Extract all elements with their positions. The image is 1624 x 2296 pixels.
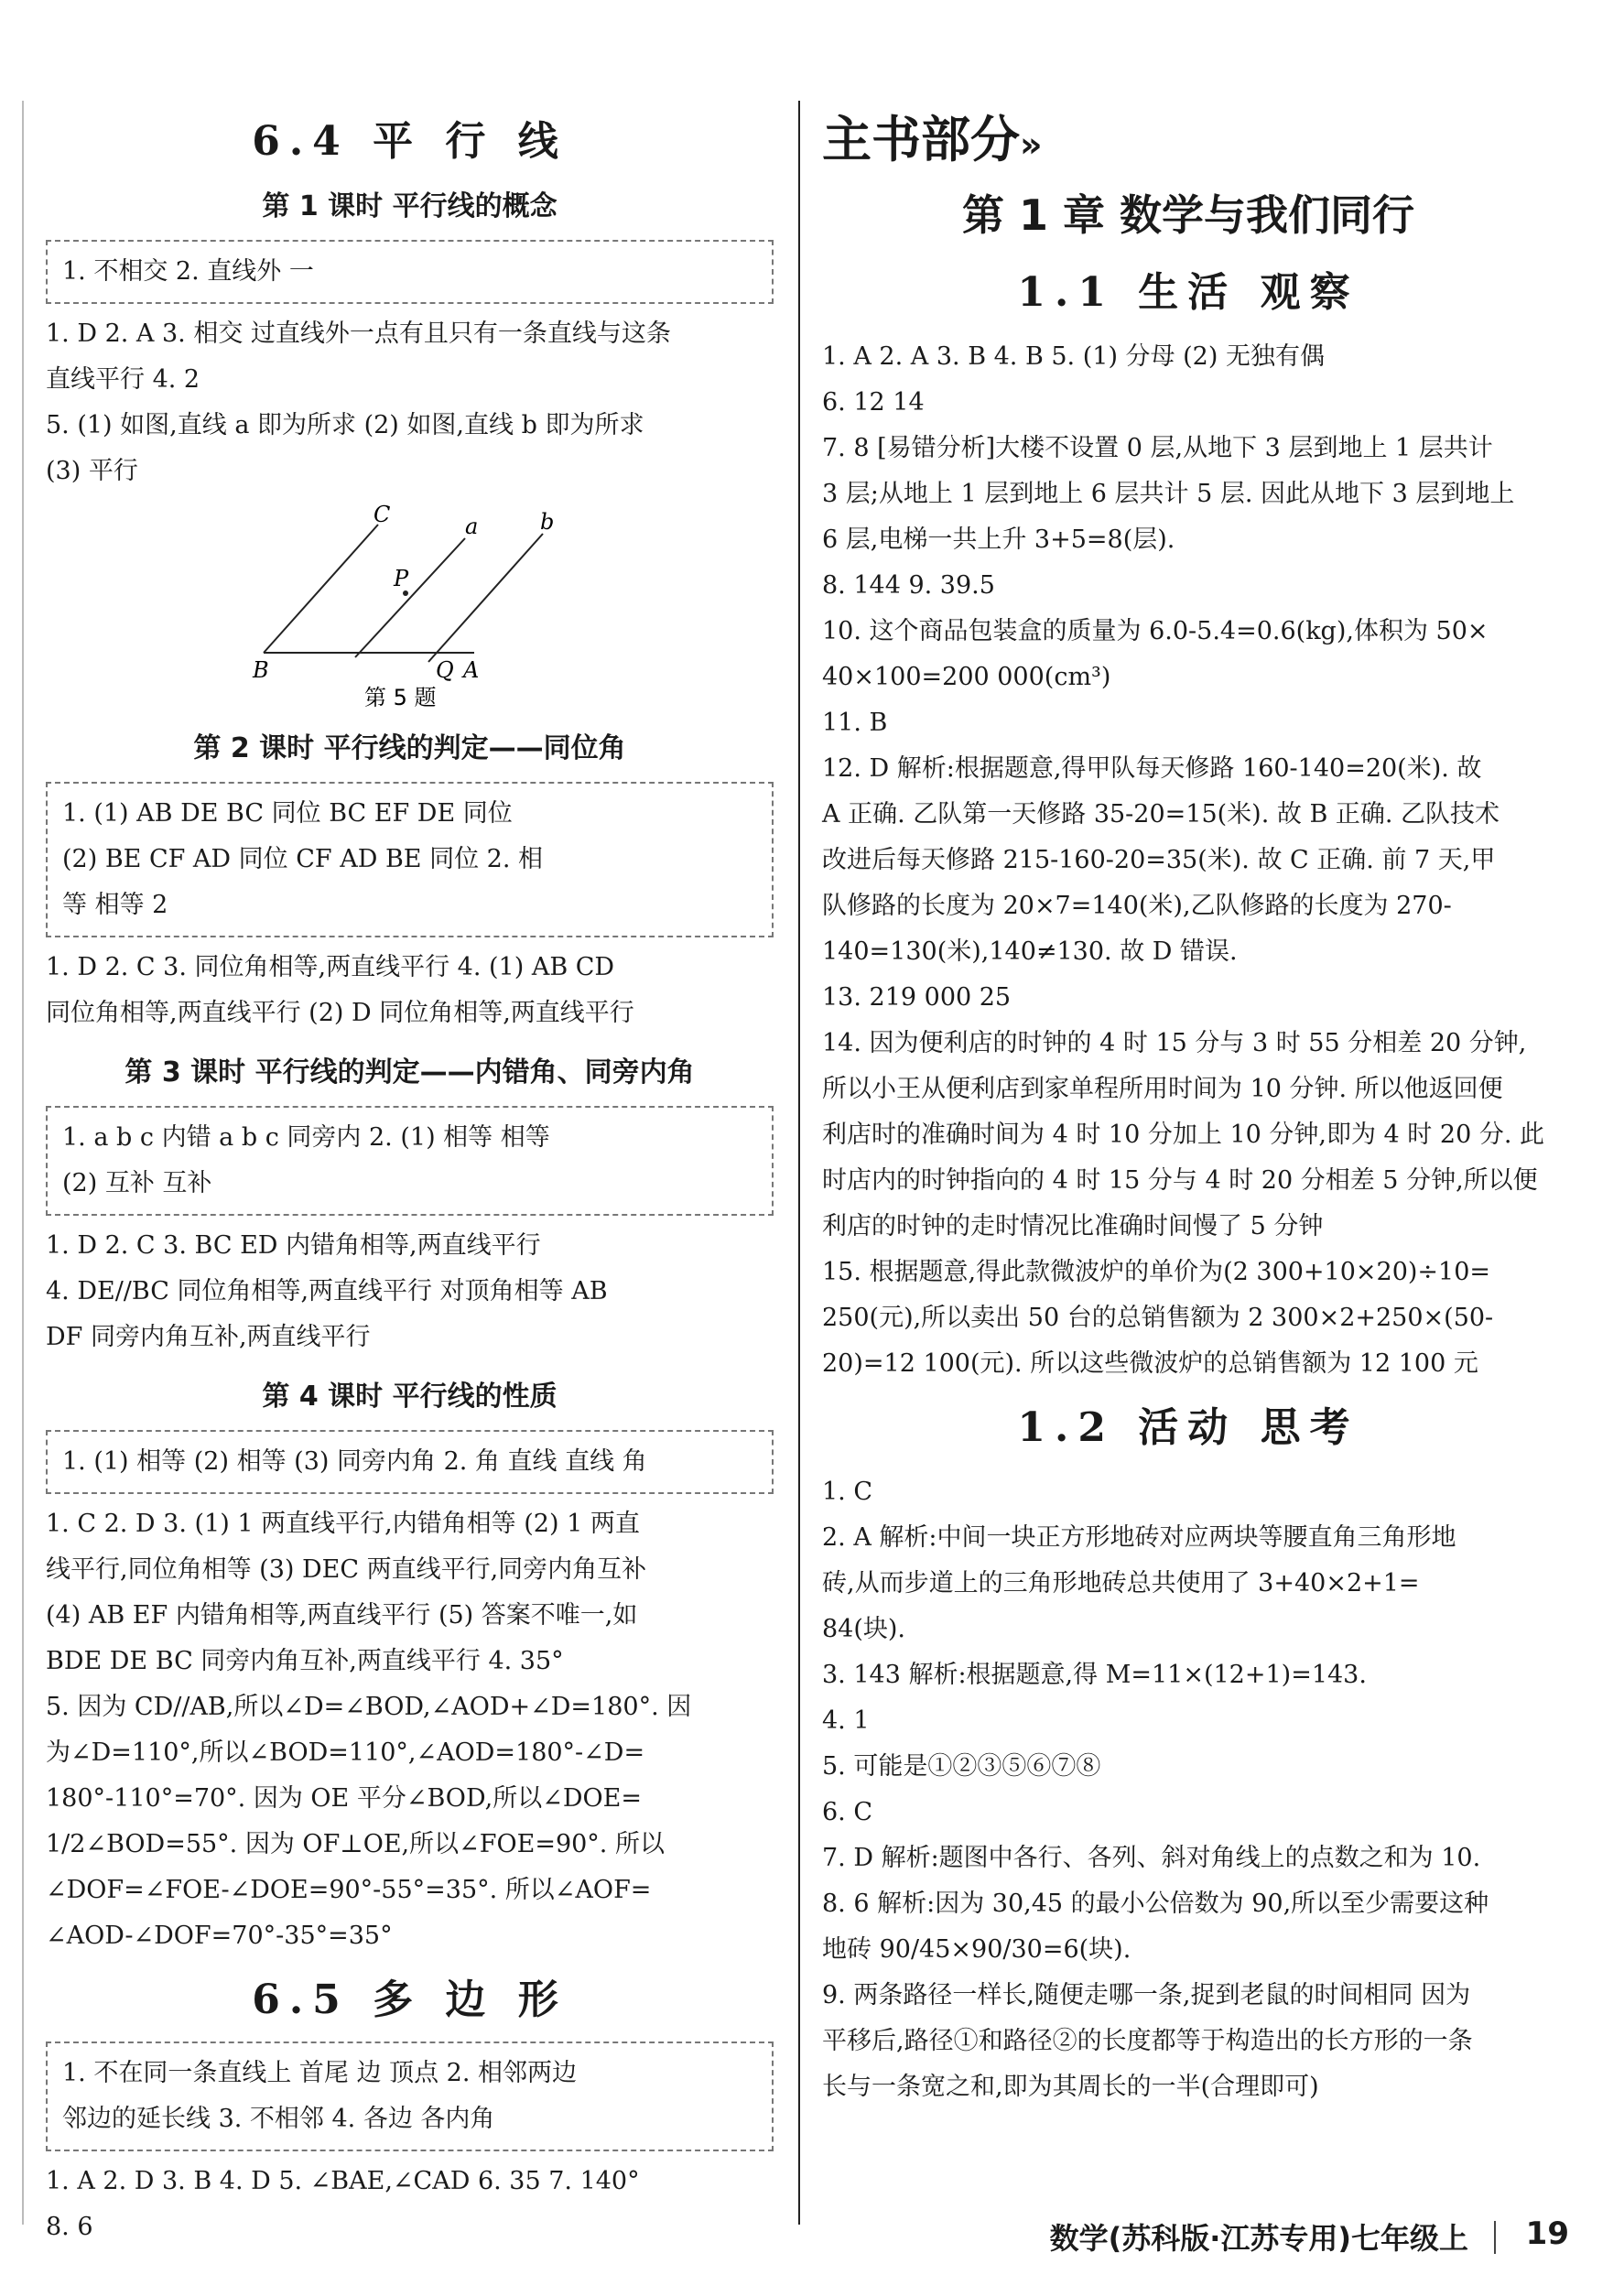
- main-part-title: [822, 101, 1554, 171]
- answer-line: 1. C: [822, 1478, 873, 1506]
- left-column: [46, 101, 774, 2250]
- answer-line: 12. D 解析:根据题意,得甲队每天修路 160-140=20(米). 故: [822, 754, 1482, 783]
- label-B: B: [252, 657, 269, 683]
- label-P: P: [393, 566, 408, 591]
- left-margin-rule: [22, 101, 24, 2225]
- line-b: [428, 534, 543, 662]
- answer-line: 3. 143 解析:根据题意,得 M=11×(12+1)=143.: [822, 1661, 1367, 1689]
- box-line: 1. a b c 内错 a b c 同旁内 2. (1) 相等 相等: [62, 1123, 550, 1152]
- answer-line: 6. C: [822, 1798, 873, 1826]
- footer-book-title: 数学(苏科版·江苏专用)七年级上: [1049, 2221, 1468, 2256]
- chapter-title: 第 1 章 数学与我们同行: [961, 190, 1415, 240]
- answer-line: 4. DE//BC 同位角相等,两直线平行 对顶角相等 AB: [46, 1277, 608, 1305]
- lesson-4-box: [46, 1430, 774, 1494]
- answer-line: 84(块).: [822, 1615, 906, 1643]
- lesson-3-box: [46, 1106, 774, 1216]
- main-part-label: 主书部分: [822, 111, 1020, 168]
- answer-line: 5. 因为 CD//AB,所以∠D=∠BOD,∠AOD+∠D=180°. 因: [46, 1693, 692, 1721]
- section-title-6-4: 6.4 平 行 线: [252, 118, 568, 165]
- page-number: 19: [1525, 2215, 1569, 2252]
- double-chevron-icon: »: [1020, 125, 1043, 165]
- answer-line: 砖,从而步道上的三角形地砖总共使用了 3+40×2+1=: [822, 1569, 1420, 1597]
- section-title-1-2: 1.2 活动 思考: [1017, 1404, 1359, 1451]
- box-line: 邻边的延长线 3. 不相邻 4. 各边 各内角: [62, 2105, 495, 2133]
- answer-line: 15. 根据题意,得此款微波炉的单价为(2 300+10×20)÷10=: [822, 1258, 1491, 1286]
- answer-line: (4) AB EF 内错角相等,两直线平行 (5) 答案不唯一,如: [46, 1601, 638, 1630]
- answer-line: DF 同旁内角互补,两直线平行: [46, 1323, 371, 1351]
- figure-caption: 第 5 题: [363, 685, 437, 710]
- lesson-1-title: 第 1 课时 平行线的概念: [262, 190, 558, 222]
- answer-line: 所以小王从便利店到家单程所用时间为 10 分钟. 所以他返回便: [822, 1075, 1503, 1103]
- answer-line: 1. C 2. D 3. (1) 1 两直线平行,内错角相等 (2) 1 两直: [46, 1510, 640, 1538]
- answer-line: 5. 可能是①②③⑤⑥⑦⑧: [822, 1752, 1101, 1781]
- label-C: C: [373, 502, 390, 527]
- box-line: 1. (1) 相等 (2) 相等 (3) 同旁内角 2. 角 直线 直线 角: [62, 1447, 647, 1476]
- answer-line: 14. 因为便利店的时钟的 4 时 15 分与 3 时 55 分相差 20 分钟,: [822, 1029, 1527, 1057]
- line-BC: [264, 525, 378, 653]
- answer-line: 队修路的长度为 20×7=140(米),乙队修路的长度为 270-: [822, 892, 1452, 920]
- answer-line: 1. A 2. D 3. B 4. D 5. ∠BAE,∠CAD 6. 35 7. 140°: [46, 2167, 640, 2195]
- answer-line: 2. A 解析:中间一块正方形地砖对应两块等腰直角三角形地: [822, 1523, 1456, 1552]
- answer-line: 1. D 2. C 3. BC ED 内错角相等,两直线平行: [46, 1231, 541, 1260]
- footer-separator: [1494, 2221, 1496, 2254]
- lesson-3-title: 第 3 课时 平行线的判定——内错角、同旁内角: [125, 1056, 695, 1088]
- answer-line: 1/2∠BOD=55°. 因为 OF⊥OE,所以∠FOE=90°. 所以: [46, 1830, 665, 1858]
- answer-line: 5. (1) 如图,直线 a 即为所求 (2) 如图,直线 b 即为所求: [46, 411, 644, 439]
- page-footer: [0, 2215, 1624, 2270]
- section-title-6-5: 6.5 多 边 形: [252, 1977, 568, 2023]
- answer-line: 平移后,路径①和路径②的长度都等于构造出的长方形的一条: [822, 2027, 1473, 2055]
- section-6-5-box: [46, 2041, 774, 2151]
- answer-line: 同位角相等,两直线平行 (2) D 同位角相等,两直线平行: [46, 999, 634, 1027]
- box-line: 1. (1) AB DE BC 同位 BC EF DE 同位: [62, 799, 513, 828]
- box-line: 等 相等 2: [62, 891, 168, 919]
- answer-line: 7. 8 [易错分析]大楼不设置 0 层,从地下 3 层到地上 1 层共计: [822, 434, 1493, 462]
- answer-line: 250(元),所以卖出 50 台的总销售额为 2 300×2+250×(50-: [822, 1304, 1494, 1332]
- lesson-2-box: [46, 782, 774, 937]
- answer-line: 利店时的准确时间为 4 时 10 分加上 10 分钟,即为 4 时 20 分. 此: [822, 1121, 1544, 1149]
- answer-line: 8. 144 9. 39.5: [822, 571, 995, 600]
- answer-line: 6 层,电梯一共上升 3+5=8(层).: [822, 525, 1175, 554]
- answer-line: 180°-110°=70°. 因为 OE 平分∠BOD,所以∠DOE=: [46, 1784, 642, 1813]
- answer-line: 1. A 2. A 3. B 4. B 5. (1) 分母 (2) 无独有偶: [822, 342, 1325, 371]
- answer-line: 长与一条宽之和,即为其周长的一半(合理即可): [822, 2073, 1319, 2101]
- column-divider: [798, 101, 800, 2225]
- answer-line: 8. 6: [46, 2213, 93, 2241]
- answer-line: 6. 12 14: [822, 388, 925, 417]
- answer-line: 4. 1: [822, 1706, 870, 1735]
- answer-line: 8. 6 解析:因为 30,45 的最小公倍数为 90,所以至少需要这种: [822, 1890, 1489, 1918]
- answer-line: 3 层;从地上 1 层到地上 6 层共计 5 层. 因此从地下 3 层到地上: [822, 480, 1515, 508]
- answer-line: 直线平行 4. 2: [46, 365, 200, 394]
- figure-question-5: [245, 502, 575, 712]
- answer-line: 改进后每天修路 215-160-20=35(米). 故 C 正确. 前 7 天,甲: [822, 846, 1496, 874]
- answer-line: 1. D 2. A 3. 相交 过直线外一点有且只有一条直线与这条: [46, 319, 671, 348]
- answer-line: 为∠D=110°,所以∠BOD=110°,∠AOD=180°-∠D=: [46, 1738, 645, 1767]
- lesson-2-title: 第 2 课时 平行线的判定——同位角: [193, 732, 626, 764]
- answer-line: BDE DE BC 同旁内角互补,两直线平行 4. 35°: [46, 1647, 564, 1675]
- answer-line: 10. 这个商品包装盒的质量为 6.0-5.4=0.6(kg),体积为 50×: [822, 617, 1489, 645]
- answer-line: 140=130(米),140≠130. 故 D 错误.: [822, 937, 1238, 966]
- answer-line: 1. D 2. C 3. 同位角相等,两直线平行 4. (1) AB CD: [46, 953, 615, 981]
- answer-line: ∠AOD-∠DOF=70°-35°=35°: [46, 1922, 393, 1950]
- answer-line: 40×100=200 000(cm³): [822, 663, 1111, 691]
- answer-line: 地砖 90/45×90/30=6(块).: [822, 1935, 1131, 1964]
- answer-line: 20)=12 100(元). 所以这些微波炉的总销售额为 12 100 元: [822, 1349, 1478, 1378]
- answer-line: 线平行,同位角相等 (3) DEC 两直线平行,同旁内角互补: [46, 1555, 647, 1584]
- box-line: (2) BE CF AD 同位 CF AD BE 同位 2. 相: [62, 845, 544, 873]
- answer-line: (3) 平行: [46, 457, 138, 485]
- answer-line: 9. 两条路径一样长,随便走哪一条,捉到老鼠的时间相同 因为: [822, 1981, 1471, 2009]
- label-A: A: [462, 657, 479, 683]
- answer-line: A 正确. 乙队第一天修路 35-20=15(米). 故 B 正确. 乙队技术: [822, 800, 1500, 829]
- lesson-1-box: [46, 240, 774, 304]
- answer-line: 11. B: [822, 709, 888, 737]
- lesson-4-title: 第 4 课时 平行线的性质: [262, 1381, 558, 1413]
- answer-line: 13. 219 000 25: [822, 983, 1012, 1012]
- section-title-1-1: 1.1 生活 观察: [1017, 269, 1359, 316]
- right-column: [822, 101, 1554, 2110]
- box-line: (2) 互补 互补: [62, 1169, 212, 1197]
- label-Q: Q: [435, 657, 454, 683]
- answer-line: 时店内的时钟指向的 4 时 15 分与 4 时 20 分相差 5 分钟,所以便: [822, 1166, 1538, 1195]
- answer-line: 利店的时钟的走时情况比准确时间慢了 5 分钟: [822, 1212, 1324, 1240]
- box-line: 1. 不在同一条直线上 首尾 边 顶点 2. 相邻两边: [62, 2059, 578, 2087]
- answer-line: 7. D 解析:题图中各行、各列、斜对角线上的点数之和为 10.: [822, 1844, 1481, 1872]
- label-a: a: [464, 514, 478, 539]
- label-b: b: [539, 509, 554, 535]
- answer-line: ∠DOF=∠FOE-∠DOE=90°-55°=35°. 所以∠AOF=: [46, 1876, 652, 1904]
- box-line: 1. 不相交 2. 直线外 一: [62, 257, 314, 286]
